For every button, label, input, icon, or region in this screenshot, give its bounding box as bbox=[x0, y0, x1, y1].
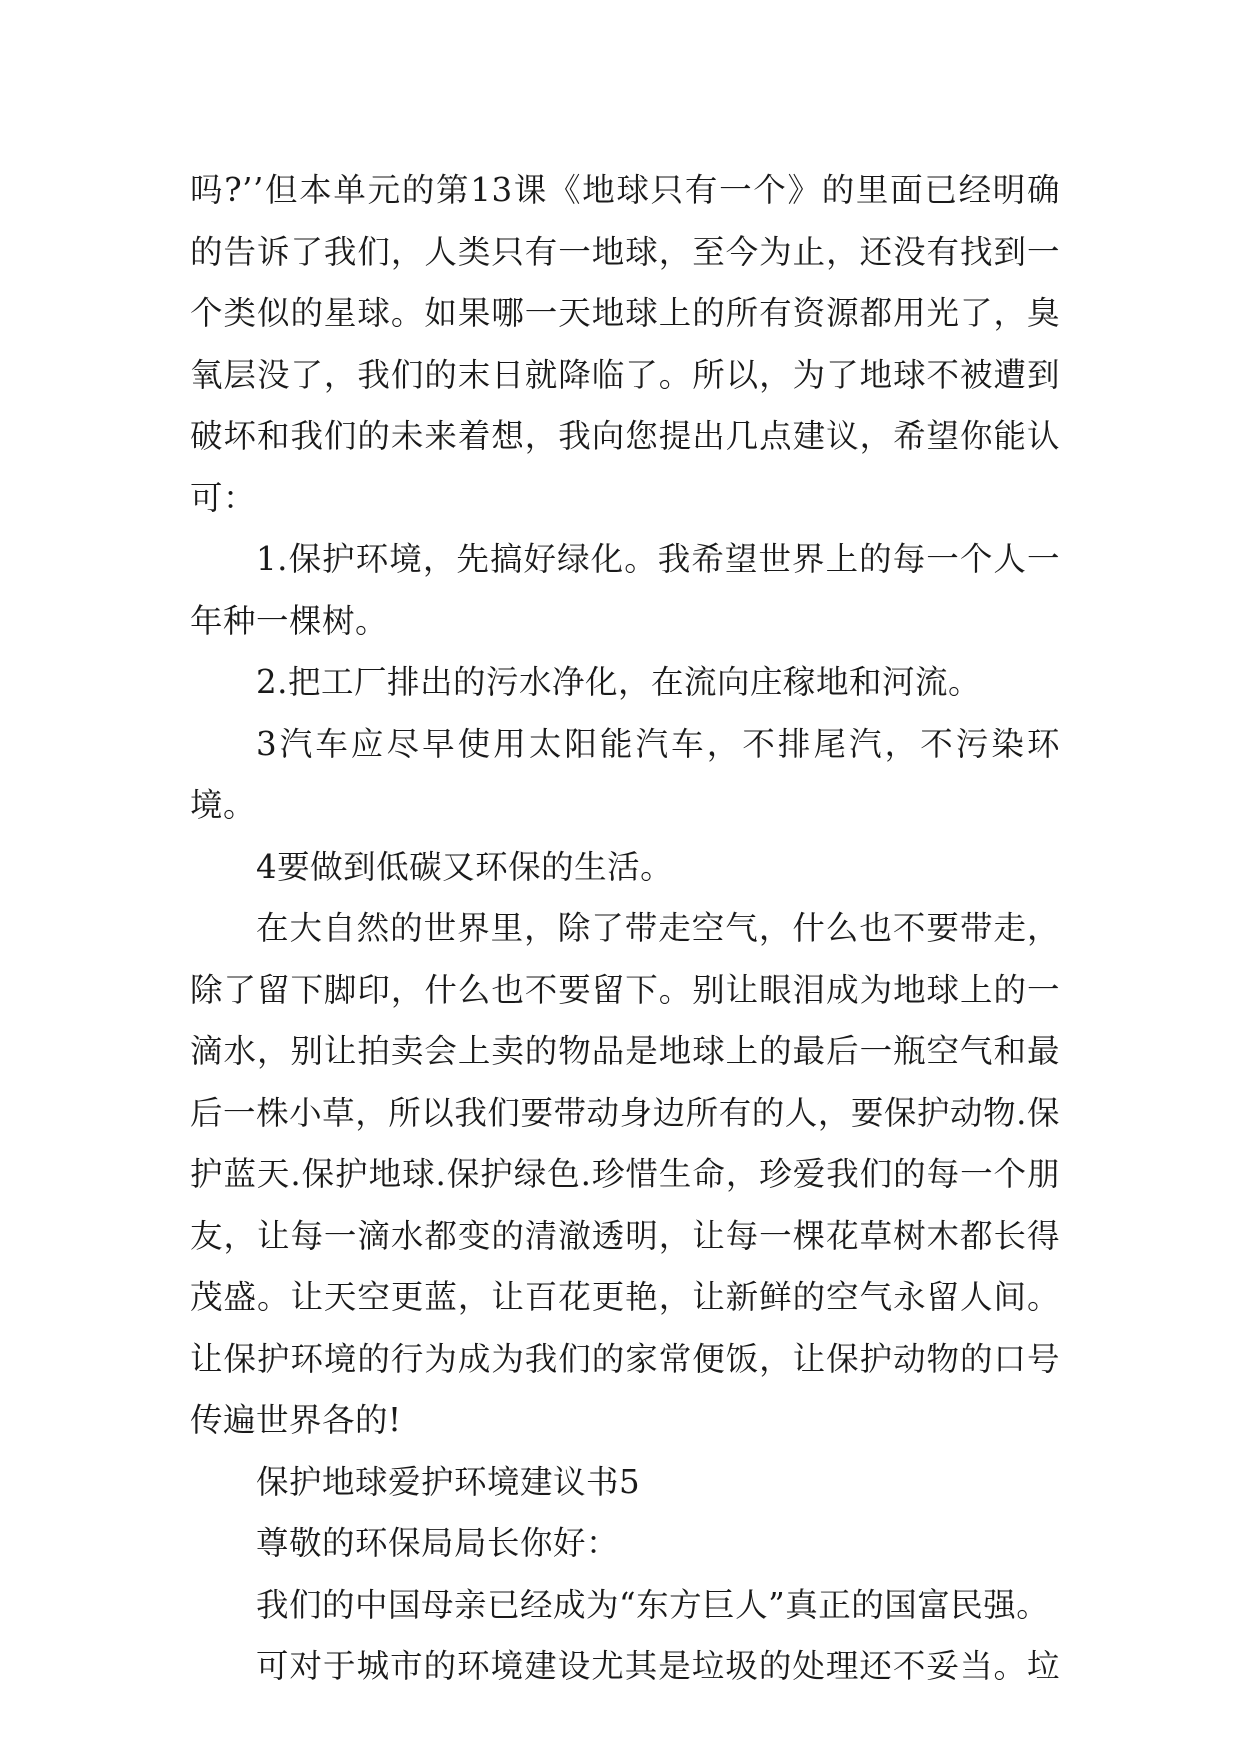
closing-paragraph: 在大自然的世界里，除了带走空气，什么也不要带走，除了留下脚印，什么也不要留下。别让眼泪成为地球上的一滴水，别让拍卖会上卖的物品是地球上的最后一瓶空气和最后一株小草，所以我们要带动身边所有的人，要保护动物.保护蓝天.保护地球.保护绿色.珍惜生命，珍爱我们的每一个朋友，让每一滴水都变的清澈透明，让每一棵花草树木都长得茂盛。让天空更蓝，让百花更艳，让新鲜的空气永留人间。让保护环境的行为成为我们的家常便饭，让保护动物的口号传遍世界各的! bbox=[190, 909, 1060, 1439]
suggestion-1: 1.保护环境，先搞好绿化。我希望世界上的每一个人一年种一棵树。 bbox=[190, 540, 1060, 640]
document-body bbox=[190, 160, 1060, 1698]
body-paragraph: 我们的中国母亲已经成为“东方巨人”真正的国富民强。 bbox=[256, 1585, 1050, 1624]
salutation: 尊敬的环保局局长你好： bbox=[256, 1524, 620, 1562]
body-paragraph-cut: 可对于城市的环境建设尤其是垃圾的处理还不妥当。垃 bbox=[256, 1647, 1060, 1685]
paragraph-continuation: 吗?’’但本单元的第13课《地球只有一个》的里面已经明确的告诉了我们，人类只有一地球，至今为止，还没有找到一个类似的星球。如果哪一天地球上的所有资源都用光了，臭氧层没了，我们的末日就降临了。所以，为了地球不被遭到破坏和我们的未来着想，我向您提出几点建议，希望你能认可： bbox=[190, 171, 1060, 517]
section-title: 保护地球爱护环境建议书5 bbox=[256, 1462, 641, 1501]
suggestion-4: 4要做到低碳又环保的生活。 bbox=[256, 847, 674, 886]
suggestion-3: 3汽车应尽早使用太阳能汽车，不排尾汽，不污染环境。 bbox=[190, 724, 1060, 824]
suggestion-2: 2.把工厂排出的污水净化，在流向庄稼地和河流。 bbox=[256, 663, 982, 701]
